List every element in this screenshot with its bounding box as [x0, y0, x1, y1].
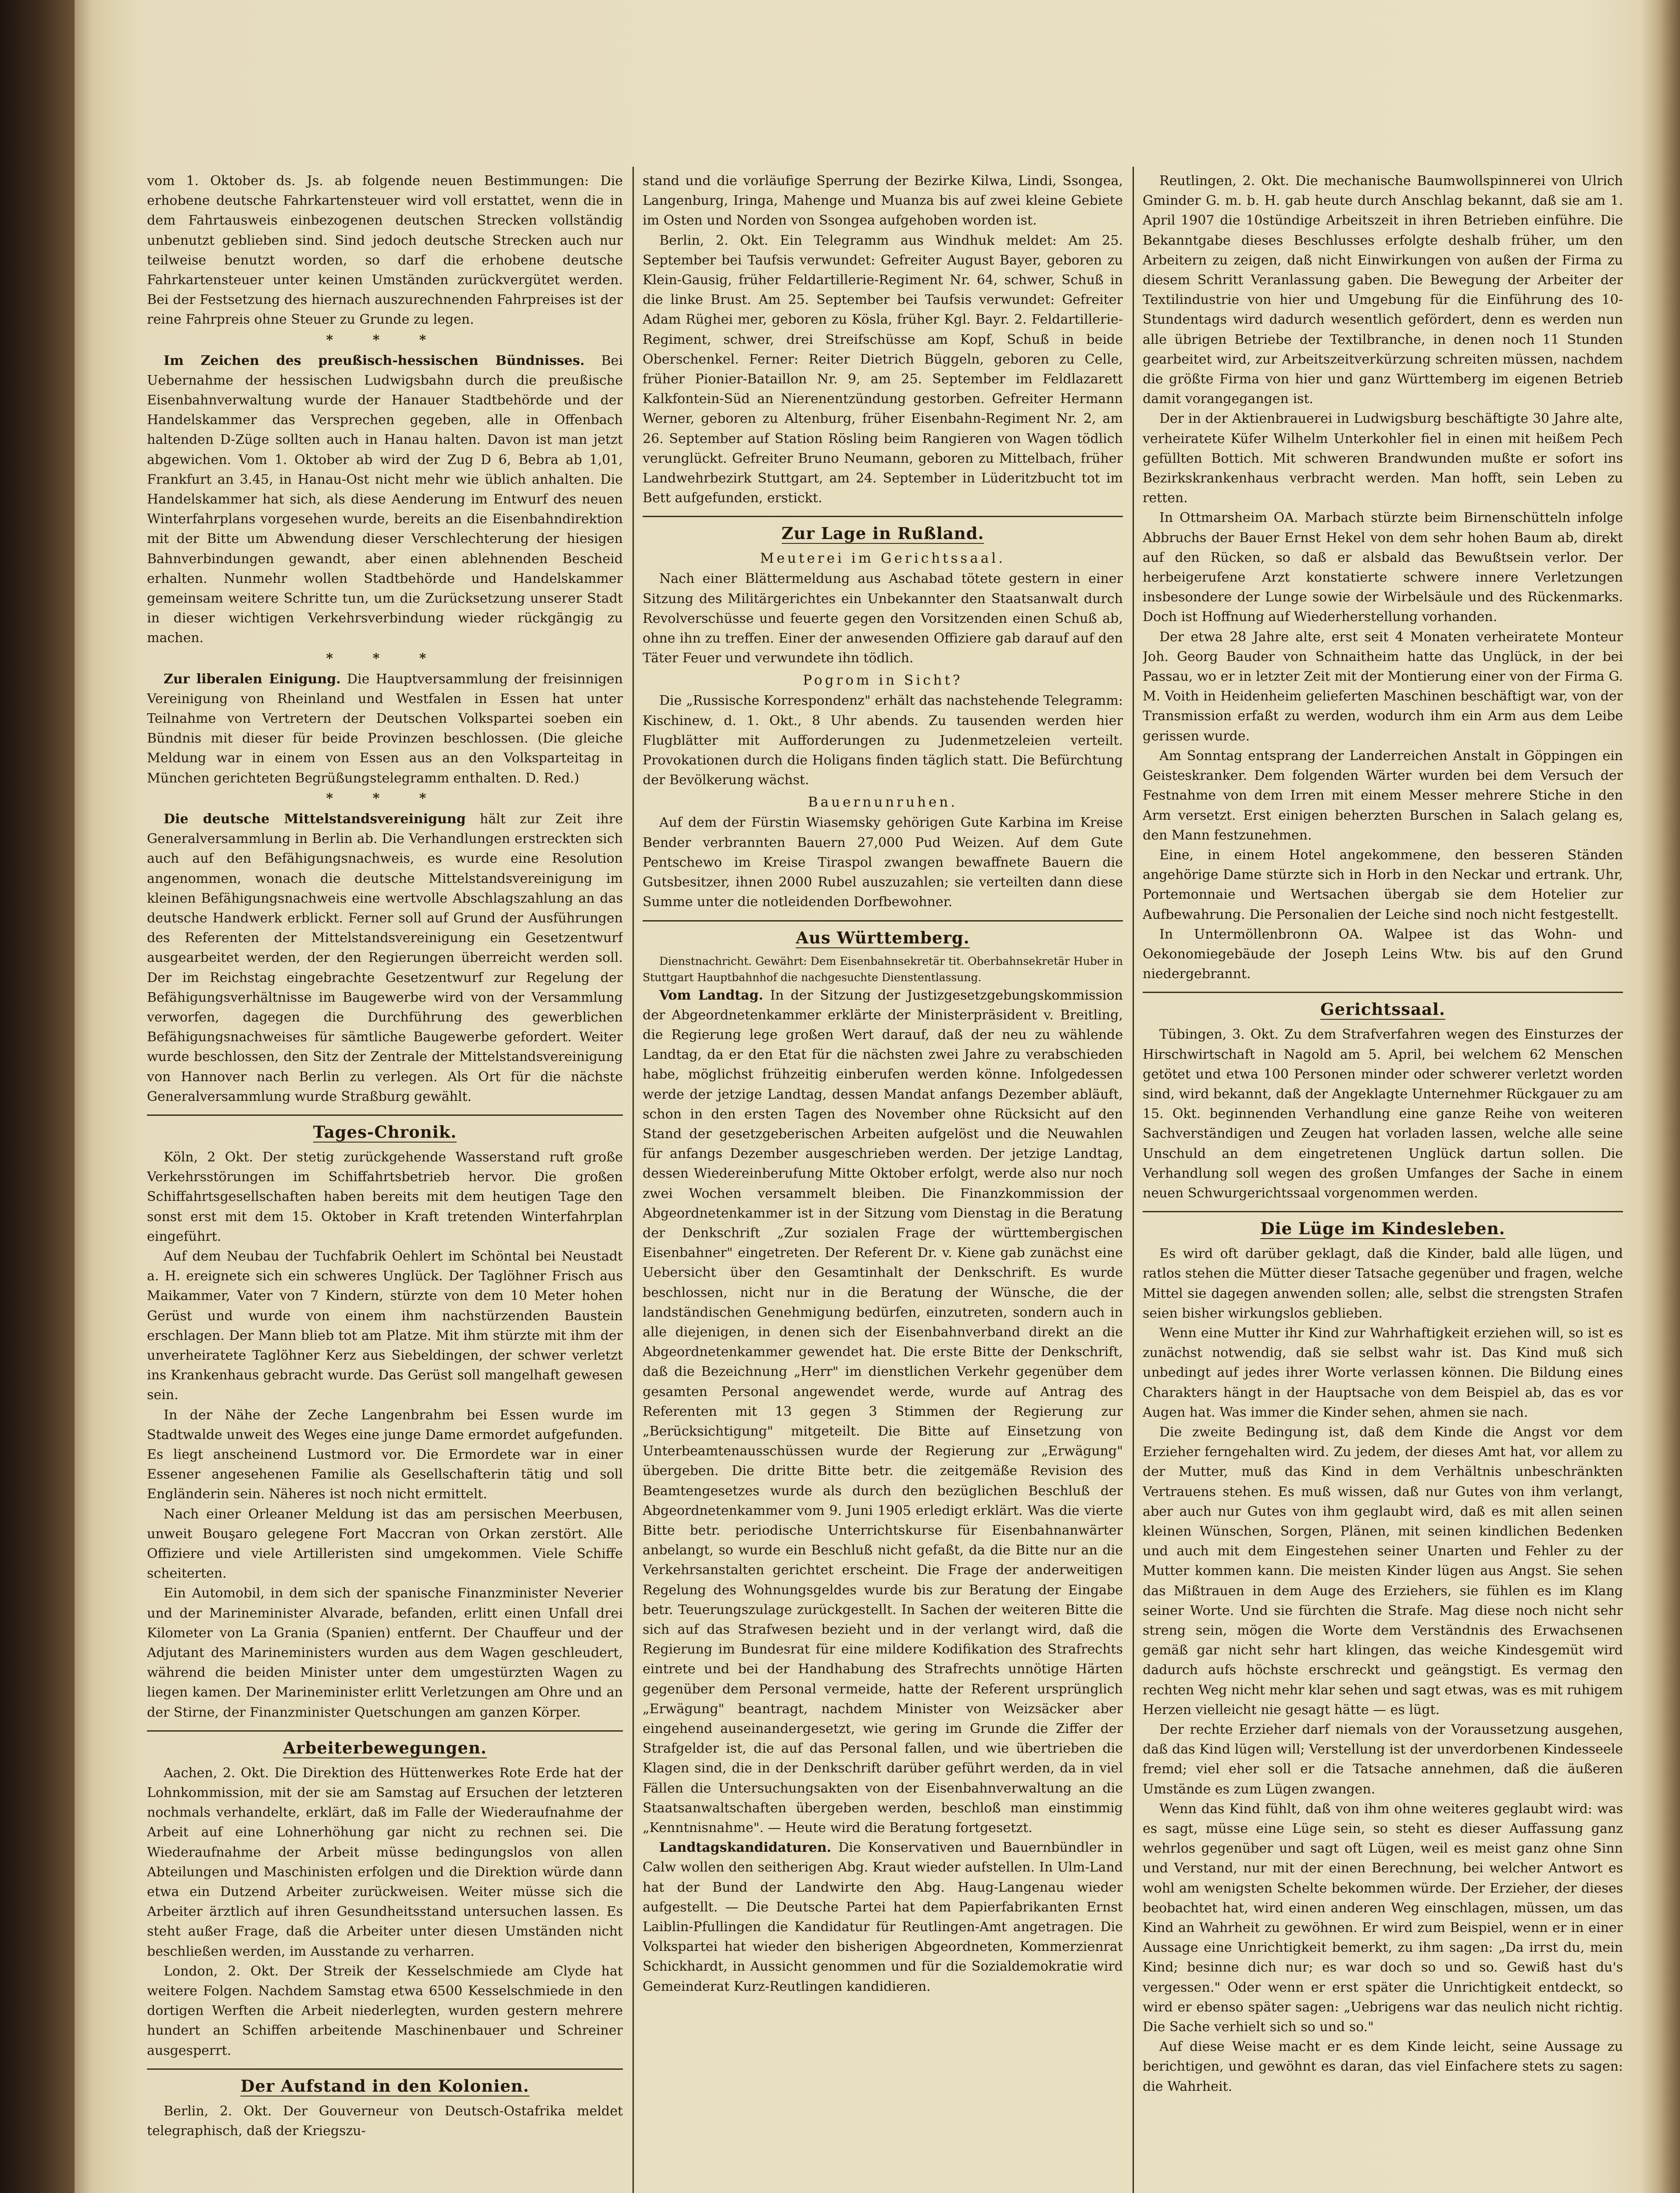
article-text: Tübingen, 3. Okt. Zu dem Strafverfahren wegen des Einsturzes der Hirschwirtschaft in Nagold am 5. April, bei welchem 62 Menschen getötet und etwa 100 Personen minder oder schwerer verletzt worden sind, wird bekannt, daß der Angeklagte Unternehmer Rückgauer zu am 15. Okt. beginnenden Verhandlung eine ganze Reihe von weiteren Sachverständigen und Zeugen hat vorladen lassen, welche alle seine Unschuld an dem eingetretenen Unglück dartun sollen. Die Verhandlung soll wegen des großen Umfanges der Sache in einem neuen Schwurgerichtssaal vorgenommen werden. — [1143, 1027, 1623, 1201]
article-heading: Im Zeichen des preußisch-hessischen Bündnisses. — [164, 353, 585, 368]
column-rule — [1133, 167, 1134, 2193]
column-1 — [147, 171, 623, 2193]
article-text: Auf diese Weise macht er es dem Kinde leicht, seine Aussage zu berichtigen, und gewöhnt es daran, das viel Einfachere stets zu sagen: die Wahrheit. — [1143, 2039, 1623, 2094]
article-text: In der Sitzung der Justizgesetzgebungskommission der Abgeordnetenkammer erklärte der Ministerpräsident v. Breitling, die Regierung lege großen Wert darauf, daß der neu zu wählende Landtag, da er den Etat für die nächsten zwei Jahre zu verabschieden habe, möglichst frühzeitig einberufen werden könne. Infolgedessen werde der jetzige Landtag, dessen Mandat anfangs Dezember abläuft, schon in den ersten Tagen des November ohne Rücksicht auf den Stand der gesetzgeberischen Arbeiten aufgelöst und die Neuwahlen für anfangs Dezember ausgeschrieben werden. Der jetzige Landtag, dessen Wiedereinberufung Mitte Oktober erfolgt, werde also nur noch zwei Wochen versammelt bleiben. Die Finanzkommission der Abgeordnetenkammer ist in der Sitzung vom Dienstag in die Beratung der Denkschrift „Zur sozialen Frage der württembergischen Eisenbahner" eingetreten. Der Referent Dr. v. Kiene gab zunächst eine Uebersicht über den Gesamtinhalt der Denkschrift. Es wurde beschlossen, nicht nur in die Beratung der Wünsche, die der landständischen Genehmigung bedürfen, einzutreten, sondern auch in alle diejenigen, in denen sich der Eisenbahnverband direkt an die Abgeordnetenkammer gewendet hat. Die erste Bitte der Denkschrift, daß die Bezeichnung „Herr" im dienstlichen Verkehr gegenüber dem gesamten Personal angewendet werde, wurde auf Antrag des Referenten mit 13 gegen 3 Stimmen der Regierung zur „Berücksichtigung" mitgeteilt. Die Bitte auf Einsetzung von Unterbeamtenausschüssen wurde der Regierung zur „Erwägung" übergeben. Die dritte Bitte betr. die zeitgemäße Revision des Beamtengesetzes wurde als durch den bezüglichen Beschluß der Abgeordnetenkammer vom 9. Juni 1905 erledigt erklärt. Was die vierte Bitte betr. periodische Unterrichtskurse für Eisenbahnanwärter anbelangt, so wurde ein Beschluß nicht gefaßt, da die Bitte nur an die Verkehrsanstalten gerichtet erscheint. Die Frage der anderweitigen Regelung des Wohnungsgeldes wurde bis zur Beratung der Eingabe betr. Teuerungszulage zurückgestellt. In Sachen der weiteren Bitte die sich auf das Strafwesen bezieht und in der verlangt wird, daß die Regierung im Bundesrat für eine mildere Kodifikation des Strafrechts eintrete und bei der Handhabung des Strafrechts unnötige Härten gegenüber dem Personal vermeide, hatte der Referent ursprünglich „Erwägung" beantragt, nachdem Minister von Weizsäcker aber eingehend auseinandergesetzt, wie gering im Grunde die Ziffer der Strafgelder ist, die auf das Personal fallen, und wie übertrieben die Klagen sind, die in der Denkschrift darüber geführt werden, da in viel Fällen die Untersuchungsakten von der Eisenbahnverwaltung an die Staatsanwaltschaften übergeben werden, beschloß man einstimmig „Kenntnisnahme". — Heute wird die Beratung fortgesetzt. — [643, 987, 1123, 1836]
article-heading: Vom Landtag. — [659, 987, 763, 1003]
article-text: hält zur Zeit ihre Generalversammlung in Berlin ab. Die Verhandlungen erstreckten sich auch auf den Befähigungsnachweis, es wurde eine Resolution angenommen, wonach die deutsche Mittelstandsvereinigung im kleinen Befähigungsnachweis eine wertvolle Abschlagszahlung an das deutsche Handwerk erblickt. Ferner soll auf Grund der Ausführungen des Referenten der Mittelstandsvereinigung ein Gesetzentwurf ausgearbeitet werden, der den Regierungen überreicht werden soll. Der im Reichstag eingebrachte Gesetzentwurf zur Regelung der Befähigungsverhältnisse im Baugewerbe wird von der Versammlung verworfen, dagegen die Durchführung des gewerblichen Befähigungsnachweises für sämtliche Baugewerbe gefordert. Weiter wurde beschlossen, den Sitz der Zentrale der Mittelstandsvereinigung von Hannover nach Berlin zu verlegen. Als Ort für die nächste Generalversammlung wurde Straßburg gewählt. — [147, 811, 623, 1104]
article-text: Auf dem Neubau der Tuchfabrik Oehlert im Schöntal bei Neustadt a. H. ereignete sich ein schweres Unglück. Der Taglöhner Frisch aus Maikammer, Vater von 7 Kindern, stürzte von dem 10 Meter hohen Gerüst und wurde von einem ihm nachstürzenden Baustein erschlagen. Der Mann blieb tot am Platze. Mit ihm stürzte mit ihm der unverheiratete Taglöhner Kerz aus Siebeldingen, der schwer verletzt ins Krankenhaus gebracht wurde. Das Gerüst soll mangelhaft gewesen sein. — [147, 1248, 623, 1403]
article-text: Dienstnachricht. Gewährt: Dem Eisenbahnsekretär tit. Oberbahnsekretär Huber in Stuttgart Hauptbahnhof die nachgesuchte Dienstentlassung. — [643, 954, 1123, 984]
article-text: Berlin, 2. Okt. Der Gouverneur von Deutsch-Ostafrika meldet telegraphisch, daß der Kriegszu- — [147, 2103, 623, 2139]
section-heading — [643, 920, 1123, 949]
article-text: stand und die vorläufige Sperrung der Bezirke Kilwa, Lindi, Ssongea, Langenburg, Iringa, Mahenge und Muanza bis auf zwei kleine Gebiete im Osten und Norden von Ssongea aufgehoben worden ist. — [643, 173, 1123, 229]
section-title: Tages-Chronik. — [313, 1122, 457, 1142]
article-text: In der Nähe der Zeche Langenbrahm bei Essen wurde im Stadtwalde unweit des Weges eine junge Dame ermordet aufgefunden. Es liegt anscheinend Lustmord vor. Die Ermordete war in einer Essener angesehenen Familie als Gesellschafterin tätig und soll Engländerin sein. Näheres ist noch nicht ermittelt. — [147, 1407, 623, 1502]
article-text: Auf dem der Fürstin Wiasemsky gehörigen Gute Karbina im Kreise Bender verbrannten Bauern 27,000 Pud Weizen. Auf dem Gute Pentschewo im Kreise Tiraspol zwangen bewaffnete Bauern die Gutsbesitzer, ihnen 2000 Rubel auszuzahlen; sie verteilten dann diese Summe unter die notleidenden Dorfbewohner. — [643, 815, 1123, 910]
section-title: Aus Württemberg. — [796, 928, 970, 947]
article-heading: Zur liberalen Einigung. — [164, 671, 341, 687]
section-heading — [1143, 992, 1623, 1020]
subheading: Bauernunruhen. — [808, 794, 958, 811]
article — [147, 351, 623, 648]
section-title: Die Lüge im Kindesleben. — [1260, 1219, 1505, 1239]
article-text: Der rechte Erzieher darf niemals von der Voraussetzung ausgehen, daß das Kind lügen will; Verstellung ist der unverdorbenen Kindesseele fremd; viel eher soll er die Tatsache annehmen, daß die äußeren Umstände es zum Lügen zwangen. — [1143, 1722, 1623, 1797]
article-text: Köln, 2 Okt. Der stetig zurückgehende Wasserstand ruft große Verkehrsstörungen im Schiffahrtsbetrieb hervor. Die großen Schiffahrtsgesellschaften haben bereits mit dem heutigen Tage den sonst erst mit dem 15. Oktober in Kraft tretenden Winterfahrplan eingeführt. — [147, 1149, 623, 1244]
section-heading — [147, 1114, 623, 1143]
article-text: Nach einer Blättermeldung aus Aschabad tötete gestern in einer Sitzung des Militärgerichtes ein Unbekannter den Staatsanwalt durch Revolverschüsse und feuerte gegen den Vorsitzenden einen Schuß ab, ohne ihn zu treffen. Einer der anwesenden Offiziere gab darauf auf den Täter Feuer und verwundete ihn tödlich. — [643, 571, 1123, 666]
subheading: Meuterei im Gerichtssaal. — [760, 550, 1006, 567]
article-text: In Untermöllenbronn OA. Walpee ist das Wohn- und Oekonomiegebäude der Joseph Leins Wtw. bis auf den Grund niedergebrannt. — [1143, 926, 1623, 982]
separator-stars: * * * — [326, 790, 444, 806]
separator-stars: * * * — [326, 650, 444, 666]
column-2 — [643, 171, 1123, 2193]
article-heading: Landtagskandidaturen. — [659, 1840, 832, 1856]
article-text: Die Konservativen und Bauernbündler in Calw wollen den seitherigen Abg. Kraut wieder aufstellen. In Ulm-Land hat der Bund der Landwirte den Abg. Haug-Langenau wieder aufgestellt. — Die Deutsche Partei hat dem Papierfabrikanten Ernst Laiblin-Pfullingen die Kandidatur für Reutlingen-Amt angetragen. Die Volkspartei hat wieder den bisherigen Abgeordneten, Kommerzienrat Schickhardt, in Aussicht genommen und für die Sozialdemokratie wird Gemeinderat Kurz-Reutlingen kandidieren. — [643, 1840, 1123, 1994]
section-title: Der Aufstand in den Kolonien. — [240, 2076, 529, 2096]
section-heading — [147, 2068, 623, 2097]
article-text: Ein Automobil, in dem sich der spanische Finanzminister Neverier und der Marineminister Alvarade, befanden, erlitt einen Unfall drei Kilometer von La Grania (Spanien) entfernt. Der Chauffeur und der Adjutant des Marineministers wurden aus dem Wagen geschleudert, während die beiden Minister unter dem umgestürzten Wagen zu liegen kamen. Der Marineminister erlitt Verletzungen am Ohre und an der Stirne, der Finanzminister Quetschungen am ganzen Körper. — [147, 1586, 623, 1720]
article-text: Der etwa 28 Jahre alte, erst seit 4 Monaten verheiratete Monteur Joh. Georg Bauder von Schnaitheim hatte das Unglück, in der bei Passau, wo er in letzter Zeit mit der Montierung einer von der Firma G. M. Voith in Heidenheim gelieferten Maschinen beschäftigt war, von der Transmission erfaßt zu werden, wodurch ihm ein Arm aus dem Leibe gerissen wurde. — [1143, 629, 1623, 744]
page-edge-shadow — [1658, 0, 1680, 2193]
newspaper-page — [92, 66, 1654, 2193]
article-text: Reutlingen, 2. Okt. Die mechanische Baumwollspinnerei von Ulrich Gminder G. m. b. H. gab heute durch Anschlag bekannt, daß sie am 1. April 1907 die 10stündige Arbeitszeit in ihren Betrieben einführe. Die Bekanntgabe dieses Beschlusses erfolgte deshalb früher, um den Arbeitern zu zeigen, daß nicht Einwirkungen von außen der Firma zu diesem Schritt Veranlassung gaben. Die Bewegung der Arbeiter der Textilindustrie von hier und Umgebung für die Einführung des 10-Stundentags wird dadurch wesentlich gefördert, denn es werden nun alle übrigen Betriebe der Textilbranche, in denen noch 11 Stunden gearbeitet wird, zur Arbeitszeitverkürzung schreiten müssen, nachdem die größte Firma von hier und ganz Württemberg im eigenen Betrieb damit vorangegangen ist. — [1143, 173, 1623, 407]
article — [147, 669, 623, 788]
article-text: vom 1. Oktober ds. Js. ab folgende neuen Bestimmungen: Die erhobene deutsche Fahrkartensteuer wird voll erstattet, wenn die in dem Fahrtausweis einbezogenen deutschen Strecken vollständig unbenutzt geblieben sind. Sind jedoch deutsche Strecken auch nur teilweise benutzt worden, so darf die erhobene deutsche Fahrkartensteuer unter keinen Umständen zurückvergütet werden. Bei der Festsetzung des hiernach auszurechnenden Fahrpreises ist der reine Fahrpreis ohne Steuer zu Grunde zu legen. — [147, 173, 623, 328]
article-text: Am Sonntag entsprang der Landerreichen Anstalt in Göppingen ein Geisteskranker. Dem folgenden Wärter wurden bei dem Versuch der Festnahme von dem Irren mit einem Messer mehrere Stiche in den Arm versetzt. Erst einigen beherzten Burschen in Salach gelang es, den Mann festzunehmen. — [1143, 748, 1623, 843]
article-text: Bei Uebernahme der hessischen Ludwigsbahn durch die preußische Eisenbahnverwaltung wurde der Hanauer Stadtbehörde und der Handelskammer das Versprechen gegeben, alle in Offenbach haltenden D-Züge sollten auch in Hanau halten. Davon ist man jetzt abgewichen. Vom 1. Oktober ab wird der Zug D 6, Bebra ab 1,01, Frankfurt an 3.45, in Hanau-Ost nicht mehr wie üblich anhalten. Die Handelskammer hat sich, als diese Aenderung im Entwurf des neuen Winterfahrplans vorgesehen wurde, bereits an die Eisenbahndirektion mit der Bitte um Abwendung dieser Verschlechterung der hiesigen Bahnverbindungen gewandt, aber einen ablehnenden Bescheid erhalten. Nunmehr wollen Stadtbehörde und Handelskammer gemeinsam weitere Schritte tun, um die Zurücksetzung unserer Stadt in dieser wichtigen Verkehrsverbindung wieder rückgängig zu machen. — [147, 353, 623, 646]
section-heading — [147, 1730, 623, 1759]
article-text: London, 2. Okt. Der Streik der Kesselschmiede am Clyde hat weitere Folgen. Nachdem Samstag etwa 6500 Kesselschmiede in den dortigen Werften die Arbeit niederlegten, wurden gestern mehrere hundert an Schiffen arbeitende Maschinenbauer und Schreiner ausgesperrt. — [147, 1963, 623, 2058]
article-text: Berlin, 2. Okt. Ein Telegramm aus Windhuk meldet: Am 25. September bei Taufsis verwundet: Gefreiter August Bayer, geboren zu Klein-Gausig, früher Feldartillerie-Regiment Nr. 64, schwer, Schuß in die linke Brust. Am 25. September bei Taufsis verwundet: Gefreiter Adam Rüghei mer, geboren zu Kösla, früher Kgl. Bayr. 2. Feldartillerie-Regiment, schwer, drei Streifschüsse am Kopf, Schuß in beide Oberschenkel. Ferner: Reiter Dietrich Büggeln, geboren zu Celle, früher Pionier-Bataillon Nr. 9, am 25. September im Feldlazarett Kalkfontein-Süd an Nierenentzündung gestorben. Gefreiter Hermann Werner, geboren zu Altenburg, früher Eisenbahn-Regiment Nr. 2, am 26. September auf Station Rösling beim Rangieren von Wagen tödlich verunglückt. Gefreiter Bruno Neumann, geboren zu Mittelbach, früher Landwehrbezirk Stuttgart, am 24. September in Lüderitzbucht tot im Bett aufgefunden, erstickt. — [643, 232, 1123, 506]
book-spine-edge — [0, 0, 75, 2193]
article-heading: Die deutsche Mittelstandsvereinigung — [164, 811, 466, 827]
section-heading — [1143, 1211, 1623, 1239]
column-rule — [633, 167, 634, 2193]
article-text: Aachen, 2. Okt. Die Direktion des Hüttenwerkes Rote Erde hat der Lohnkommission, mit der sie am Samstag auf Ersuchen der letzteren nochmals verhandelte, erklärt, daß im Falle der Wiederaufnahme der Arbeit auf eine Lohnerhöhung gar nicht zu rechnen sei. Die Wiederaufnahme der Arbeit müsse bedingungslos von allen Abteilungen und Maschinisten erfolgen und die Direktion würde dann etwa ein Dutzend Arbeiter zurückweisen. Weiter müsse sich die Arbeiter ärztlich auf ihren Gesundheitsstand untersuchen lassen. Es steht außer Frage, daß die Arbeiter unter diesen Umständen nicht beschließen werden, im Ausstande zu verharren. — [147, 1765, 623, 1959]
article-text: Die Hauptversammlung der freisinnigen Vereinigung von Rheinland und Westfalen in Essen hat unter Teilnahme von Vertretern der Deutschen Volkspartei soeben ein Bündnis mit dieser für beide Provinzen beschlossen. (Die gleiche Meldung war in einem von Essen aus an den Volksparteitag in München gerichteten Begrüßungstelegramm enthalten. D. Red.) — [147, 671, 623, 786]
article — [643, 1838, 1123, 1997]
article-text: Die zweite Bedingung ist, daß dem Kinde die Angst vor dem Erzieher ferngehalten wird. Zu jedem, der dieses Amt hat, vor allem zu der Mutter, muß das Kind in dem Verhältnis unbeschränkten Vertrauens stehen. Es muß wissen, daß nur Gutes von ihm verlangt, aber auch nur Gutes von ihm geglaubt wird, daß es mit allen seinen kleinen Wünschen, Sorgen, Plänen, mit seinen kindlichen Bedenken und auch mit dem Eingestehen seiner Unarten und Fehler zu der Mutter kommen kann. Die meisten Kinder lügen aus Angst. Sie sehen das Mißtrauen in dem Auge des Erziehers, sie fühlen es im Klang seiner Worte. Und sie fürchten die Strafe. Mag diese noch nicht sehr streng sein, mögen die Worte dem Verständnis des Erwachsenen gemäß gar nicht sehr hart klingen, das weiche Kindesgemüt wird dadurch aufs höchste erschreckt und geängstigt. Es vermag den rechten Weg nicht mehr klar sehen und sagt etwas, was es mit ruhigem Herzen vielleicht nie gesagt hätte — es lügt. — [1143, 1424, 1623, 1718]
section-heading — [643, 516, 1123, 544]
column-3 — [1143, 171, 1623, 2193]
article-text: Die „Russische Korrespondenz" erhält das nachstehende Telegramm: Kischinew, d. 1. Okt., 8 Uhr abends. Zu tausenden werden hier Flugblätter mit Aufforderungen zu Judenmetzeleien verteilt. Provokationen durch die Holigans finden täglich statt. Die Befürchtung der Bevölkerung wächst. — [643, 693, 1123, 788]
article-text: Eine, in einem Hotel angekommene, den besseren Ständen angehörige Dame stürzte sich in Horb in den Neckar und ertrank. Uhr, Portemonnaie und Wertsachen übergab sie dem Hotelier zur Aufbewahrung. Die Personalien der Leiche sind noch nicht festgestellt. — [1143, 847, 1623, 922]
article — [643, 986, 1123, 1838]
article-text: Nach einer Orleaner Meldung ist das am persischen Meerbusen, unweit Bouşaro gelegene Fort Maccran von Orkan zerstört. Alle Offiziere und viele Artilleristen sind umgekommen. Viele Schiffe scheiterten. — [147, 1506, 623, 1582]
article-text: In Ottmarsheim OA. Marbach stürzte beim Birnenschütteln infolge Abbruchs der Bauer Ernst Hekel von dem sehr hohen Baum ab, direkt auf den Rücken, so daß er alsbald das Bewußtsein verlor. Der herbeigerufene Arzt konstatierte schwere innere Verletzungen insbesondere der Lunge sowie der Wirbelsäule und des Rückenmarks. Doch ist Hoffnung auf Wiederherstellung vorhanden. — [1143, 510, 1623, 625]
article-text: Es wird oft darüber geklagt, daß die Kinder, bald alle lügen, und ratlos stehen die Mütter dieser Tatsache gegenüber und fragen, welche Mittel sie dagegen anwenden sollen; alle, selbst die strengsten Strafen seien bisher wirkungslos geblieben. — [1143, 1246, 1623, 1321]
article-text: Wenn das Kind fühlt, daß von ihm ohne weiteres geglaubt wird: was es sagt, müsse eine Lüge sein, so steht es dieser Auffassung ganz wehrlos gegenüber und sagt oft Lügen, weil es meist ganz ohne Sinn und Verstand, nur mit der einen Berechnung, bei welcher Antwort es wohl am wenigsten Schelte bekommen würde. Der Erzieher, der dieses beobachtet hat, wird einen anderen Weg einschlagen, müssen, um das Kind an Wahrheit zu gewöhnen. Er wird zum Beispiel, wenn er in einer Aussage eine Unrichtigkeit bemerkt, zu ihm sagen: „Da irrst du, mein Kind; besinne dich nur; es war doch so und so. Gewiß hast du's vergessen." Oder wenn er erst später die Unrichtigkeit entdeckt, so wird er ebenso später sagen: „Uebrigens war das neulich nicht richtig. Die Sache verhielt sich so und so." — [1143, 1801, 1623, 2035]
article-text: Der in der Aktienbrauerei in Ludwigsburg beschäftigte 30 Jahre alte, verheiratete Küfer Wilhelm Unterkohler fiel in einen mit heißem Pech gefüllten Bottich. Mit schweren Brandwunden mußte er sofort ins Bezirkskrankenhaus verbracht werden. Man hofft, sein Leben zu retten. — [1143, 411, 1623, 506]
article — [147, 809, 623, 1107]
section-title: Arbeiterbewegungen. — [283, 1738, 487, 1757]
separator-stars: * * * — [326, 332, 444, 348]
article-text: Wenn eine Mutter ihr Kind zur Wahrhaftigkeit erziehen will, so ist es zunächst notwendig, daß sie selbst wahr ist. Das Kind muß sich unbedingt auf jedes ihrer Worte verlassen können. Die Bildung eines Charakters hängt in der Hauptsache von dem Beispiel ab, das es vor Augen hat. Was immer die Kinder sehen, ahmen sie nach. — [1143, 1325, 1623, 1420]
section-title: Zur Lage in Rußland. — [781, 524, 984, 543]
subheading: Pogrom in Sicht? — [803, 672, 963, 689]
section-title: Gerichtssaal. — [1320, 1000, 1445, 1019]
